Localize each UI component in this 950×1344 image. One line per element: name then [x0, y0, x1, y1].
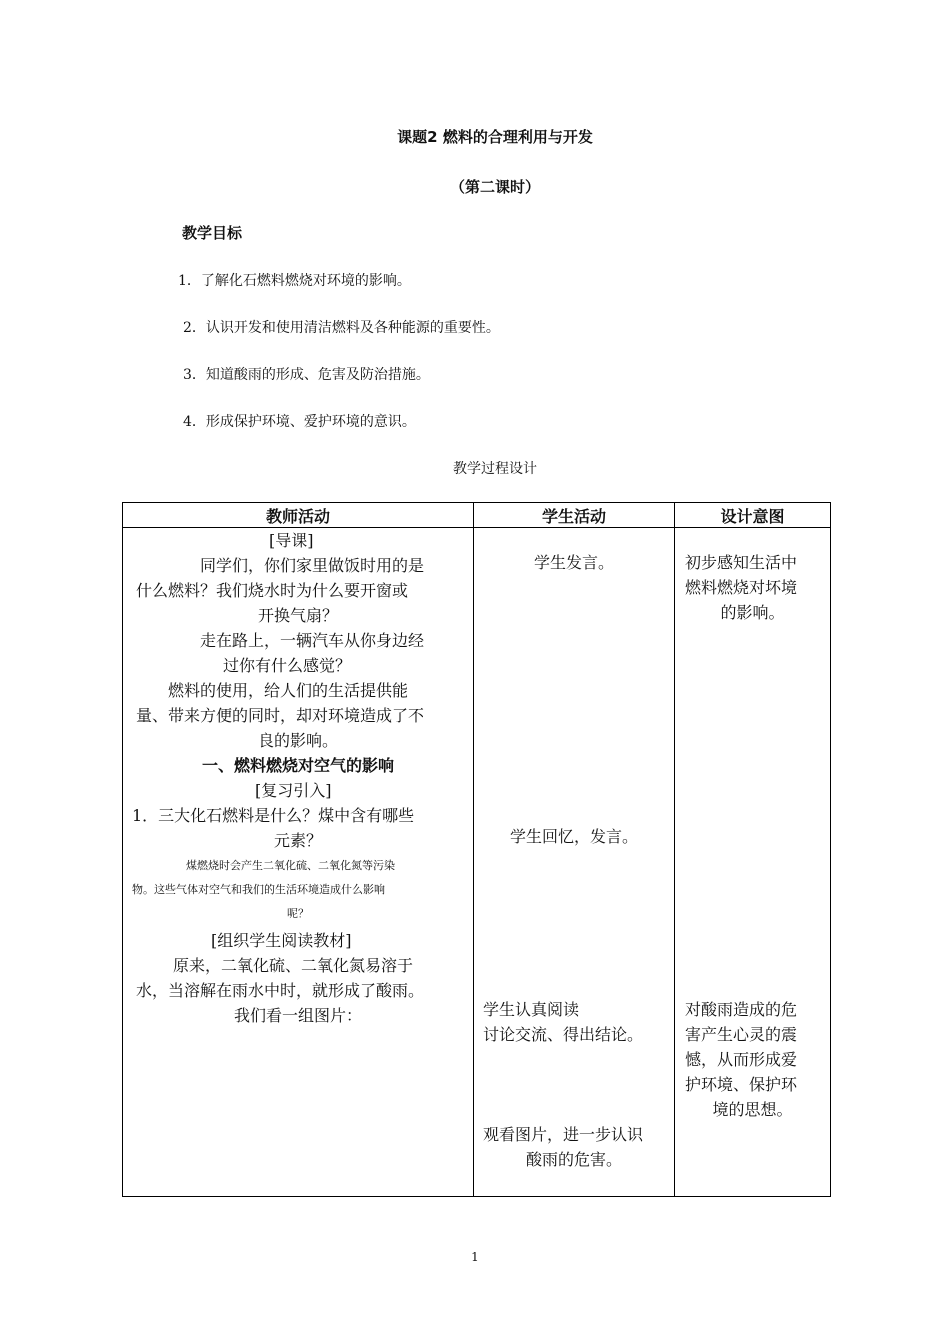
goal-item-1: 1．了解化石燃料燃烧对环境的影响。	[178, 273, 411, 289]
intro-text-line: 良的影响。	[257, 731, 338, 750]
intent-line: 燃料燃烧对坏境	[685, 578, 798, 597]
intro-text-line: 同学们，你们家里做饭时用的是	[200, 556, 425, 575]
intent-line: 初步感知生活中	[685, 553, 798, 572]
intro-text-line: 什么燃料？我们烧水时为什么要开窗或	[136, 581, 409, 600]
intent-line: 护环境、保护环	[685, 1075, 798, 1094]
intent-line: 憾，从而形成爱	[685, 1050, 798, 1069]
acid-rain-line: 我们看一组图片：	[233, 1006, 362, 1025]
student-activity-line: 观看图片，进一步认识	[483, 1125, 644, 1144]
note-line: 煤燃烧时会产生二氧化硫、二氧化氮等污染	[186, 859, 395, 872]
acid-rain-line: 原来，二氧化硫、二氧化氮易溶于	[173, 956, 414, 975]
table-row	[123, 528, 831, 1197]
goal-item-2: 2．认识开发和使用清洁燃料及各种能源的重要性。	[183, 320, 500, 336]
design-intent-cell	[675, 528, 831, 1197]
goals-heading: 教学目标	[182, 224, 243, 242]
student-activity-line: 学生回忆，发言。	[509, 827, 638, 846]
goal-item-3: 3．知道酸雨的形成、危害及防治措施。	[183, 367, 430, 383]
note-line: 物。这些气体对空气和我们的生活环境造成什么影响	[132, 883, 385, 896]
read-label: [组织学生阅读教材]	[211, 931, 352, 950]
header-teacher: 教师活动	[123, 503, 474, 528]
intro-text-line: 走在路上，一辆汽车从你身边经	[200, 631, 425, 650]
student-activity-line: 讨论交流、得出结论。	[483, 1025, 644, 1044]
question-line: 1．三大化石燃料是什么？煤中含有哪些	[132, 806, 415, 825]
intro-text-line: 开换气扇？	[257, 606, 338, 625]
goal-item-4: 4．形成保护环境、爱护环境的意识。	[183, 414, 416, 430]
note-line: 呢？	[287, 907, 309, 920]
student-activity-cell	[474, 528, 675, 1197]
intent-line: 害产生心灵的震	[685, 1025, 798, 1044]
intro-text-line: 量、带来方便的同时，却对环境造成了不	[136, 706, 425, 725]
student-activity-line: 学生认真阅读	[483, 1000, 580, 1019]
question-line: 元素？	[273, 831, 322, 850]
student-activity-line: 学生发言。	[533, 553, 614, 572]
review-label: [复习引入]	[255, 781, 332, 800]
intro-text-line: 过你有什么感觉？	[223, 656, 352, 675]
intent-line: 的影响。	[720, 603, 785, 622]
header-student: 学生活动	[474, 503, 675, 528]
teacher-activity-cell	[123, 528, 474, 1197]
section-heading: 一、燃料燃烧对空气的影响	[201, 756, 394, 775]
table-header-row	[123, 503, 831, 528]
intent-line: 境的思想。	[712, 1100, 793, 1119]
intro-text-line: 燃料的使用，给人们的生活提供能	[168, 681, 409, 700]
document-subtitle: （第二课时）	[449, 178, 540, 196]
page-number: 1	[471, 1250, 479, 1264]
document-title: 课题2 燃料的合理利用与开发	[397, 128, 593, 146]
header-intent: 设计意图	[675, 503, 831, 528]
acid-rain-line: 水，当溶解在雨水中时，就形成了酸雨。	[136, 981, 425, 1000]
intro-label: [导课]	[269, 531, 314, 550]
intent-line: 对酸雨造成的危	[685, 1000, 798, 1019]
process-title: 教学过程设计	[453, 461, 537, 477]
student-activity-line: 酸雨的危害。	[525, 1150, 622, 1169]
lesson-table	[122, 502, 831, 1197]
